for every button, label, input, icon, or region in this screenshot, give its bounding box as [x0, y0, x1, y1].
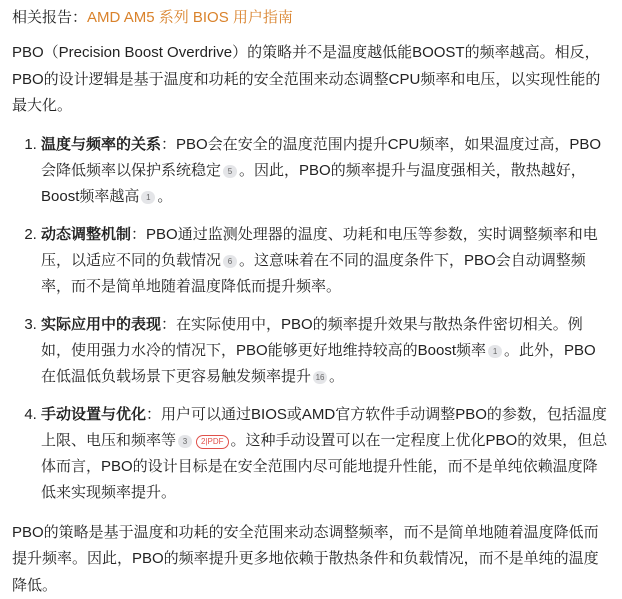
citation-badge[interactable]: 16 — [313, 371, 327, 384]
citation-badge[interactable]: 6 — [223, 255, 237, 268]
item-title: 温度与频率的关系 — [41, 136, 161, 153]
item-text: 。 — [157, 188, 172, 205]
item-title: 实际应用中的表现 — [41, 316, 161, 333]
item-text: 。这种手动设置可以在一定程度上优化PBO的效果，但总体而言，PBO的设计目标是在安全范围内尽可能地提升性能，而不是单纯依赖温度降低来实现频率提升。 — [41, 432, 607, 501]
related-report-link[interactable]: AMD AM5 系列 BIOS 用户指南 — [87, 9, 293, 26]
points-list — [12, 132, 610, 506]
item-title: 手动设置与优化 — [41, 406, 146, 423]
item-text: PBO会在安全的温度范围内提升CPU频率，如果温度过高，PBO会降低频率以保护系统稳定 — [41, 136, 601, 179]
citation-badge[interactable]: 1 — [141, 191, 155, 204]
item-text: 。这意味着在不同的温度条件下，PBO会自动调整频率，而不是简单地随着温度降低而提升频率。 — [41, 252, 586, 295]
item-title: 动态调整机制 — [41, 226, 131, 243]
item-sep: ： — [146, 406, 161, 423]
list-item — [41, 402, 610, 506]
item-sep: ： — [161, 316, 176, 333]
related-report-label: 相关报告： — [12, 9, 87, 26]
item-text: PBO通过监测处理器的温度、功耗和电压等参数，实时调整频率和电压，以适应不同的负载情况 — [41, 226, 598, 269]
citation-badge[interactable]: 1 — [488, 345, 502, 358]
related-report — [12, 5, 610, 31]
item-text: 。此外，PBO在低温低负载场景下更容易触发频率提升 — [41, 342, 596, 385]
item-text: 用户可以通过BIOS或AMD官方软件手动调整PBO的参数，包括温度上限、电压和频率等 — [41, 406, 607, 449]
pdf-citation-badge[interactable]: 2|PDF — [196, 435, 229, 449]
list-item — [41, 312, 610, 390]
conclusion-paragraph: PBO的策略是基于温度和功耗的安全范围来动态调整频率，而不是简单地随着温度降低而提升频率。因此，PBO的频率提升更多地依赖于散热条件和负载情况，而不是单纯的温度降低。 — [12, 520, 610, 599]
item-text: 。 — [329, 368, 344, 385]
list-item — [41, 222, 610, 300]
item-text: 。因此，PBO的频率提升与温度强相关，散热越好，Boost频率越高 — [41, 162, 586, 205]
list-item — [41, 132, 610, 210]
item-sep: ： — [131, 226, 146, 243]
item-text: 在实际使用中，PBO的频率提升效果与散热条件密切相关。例如，使用强力水冷的情况下，PBO能够更好地维持较高的Boost频率 — [41, 316, 583, 359]
citation-badge[interactable]: 3 — [178, 435, 192, 448]
item-sep: ： — [161, 136, 176, 153]
citation-badge[interactable]: 5 — [223, 165, 237, 178]
intro-paragraph: PBO（Precision Boost Overdrive）的策略并不是温度越低能BOOST的频率越高。相反，PBO的设计逻辑是基于温度和功耗的安全范围来动态调整CPU频率和电压，以实现性能的最大化。 — [12, 40, 610, 120]
